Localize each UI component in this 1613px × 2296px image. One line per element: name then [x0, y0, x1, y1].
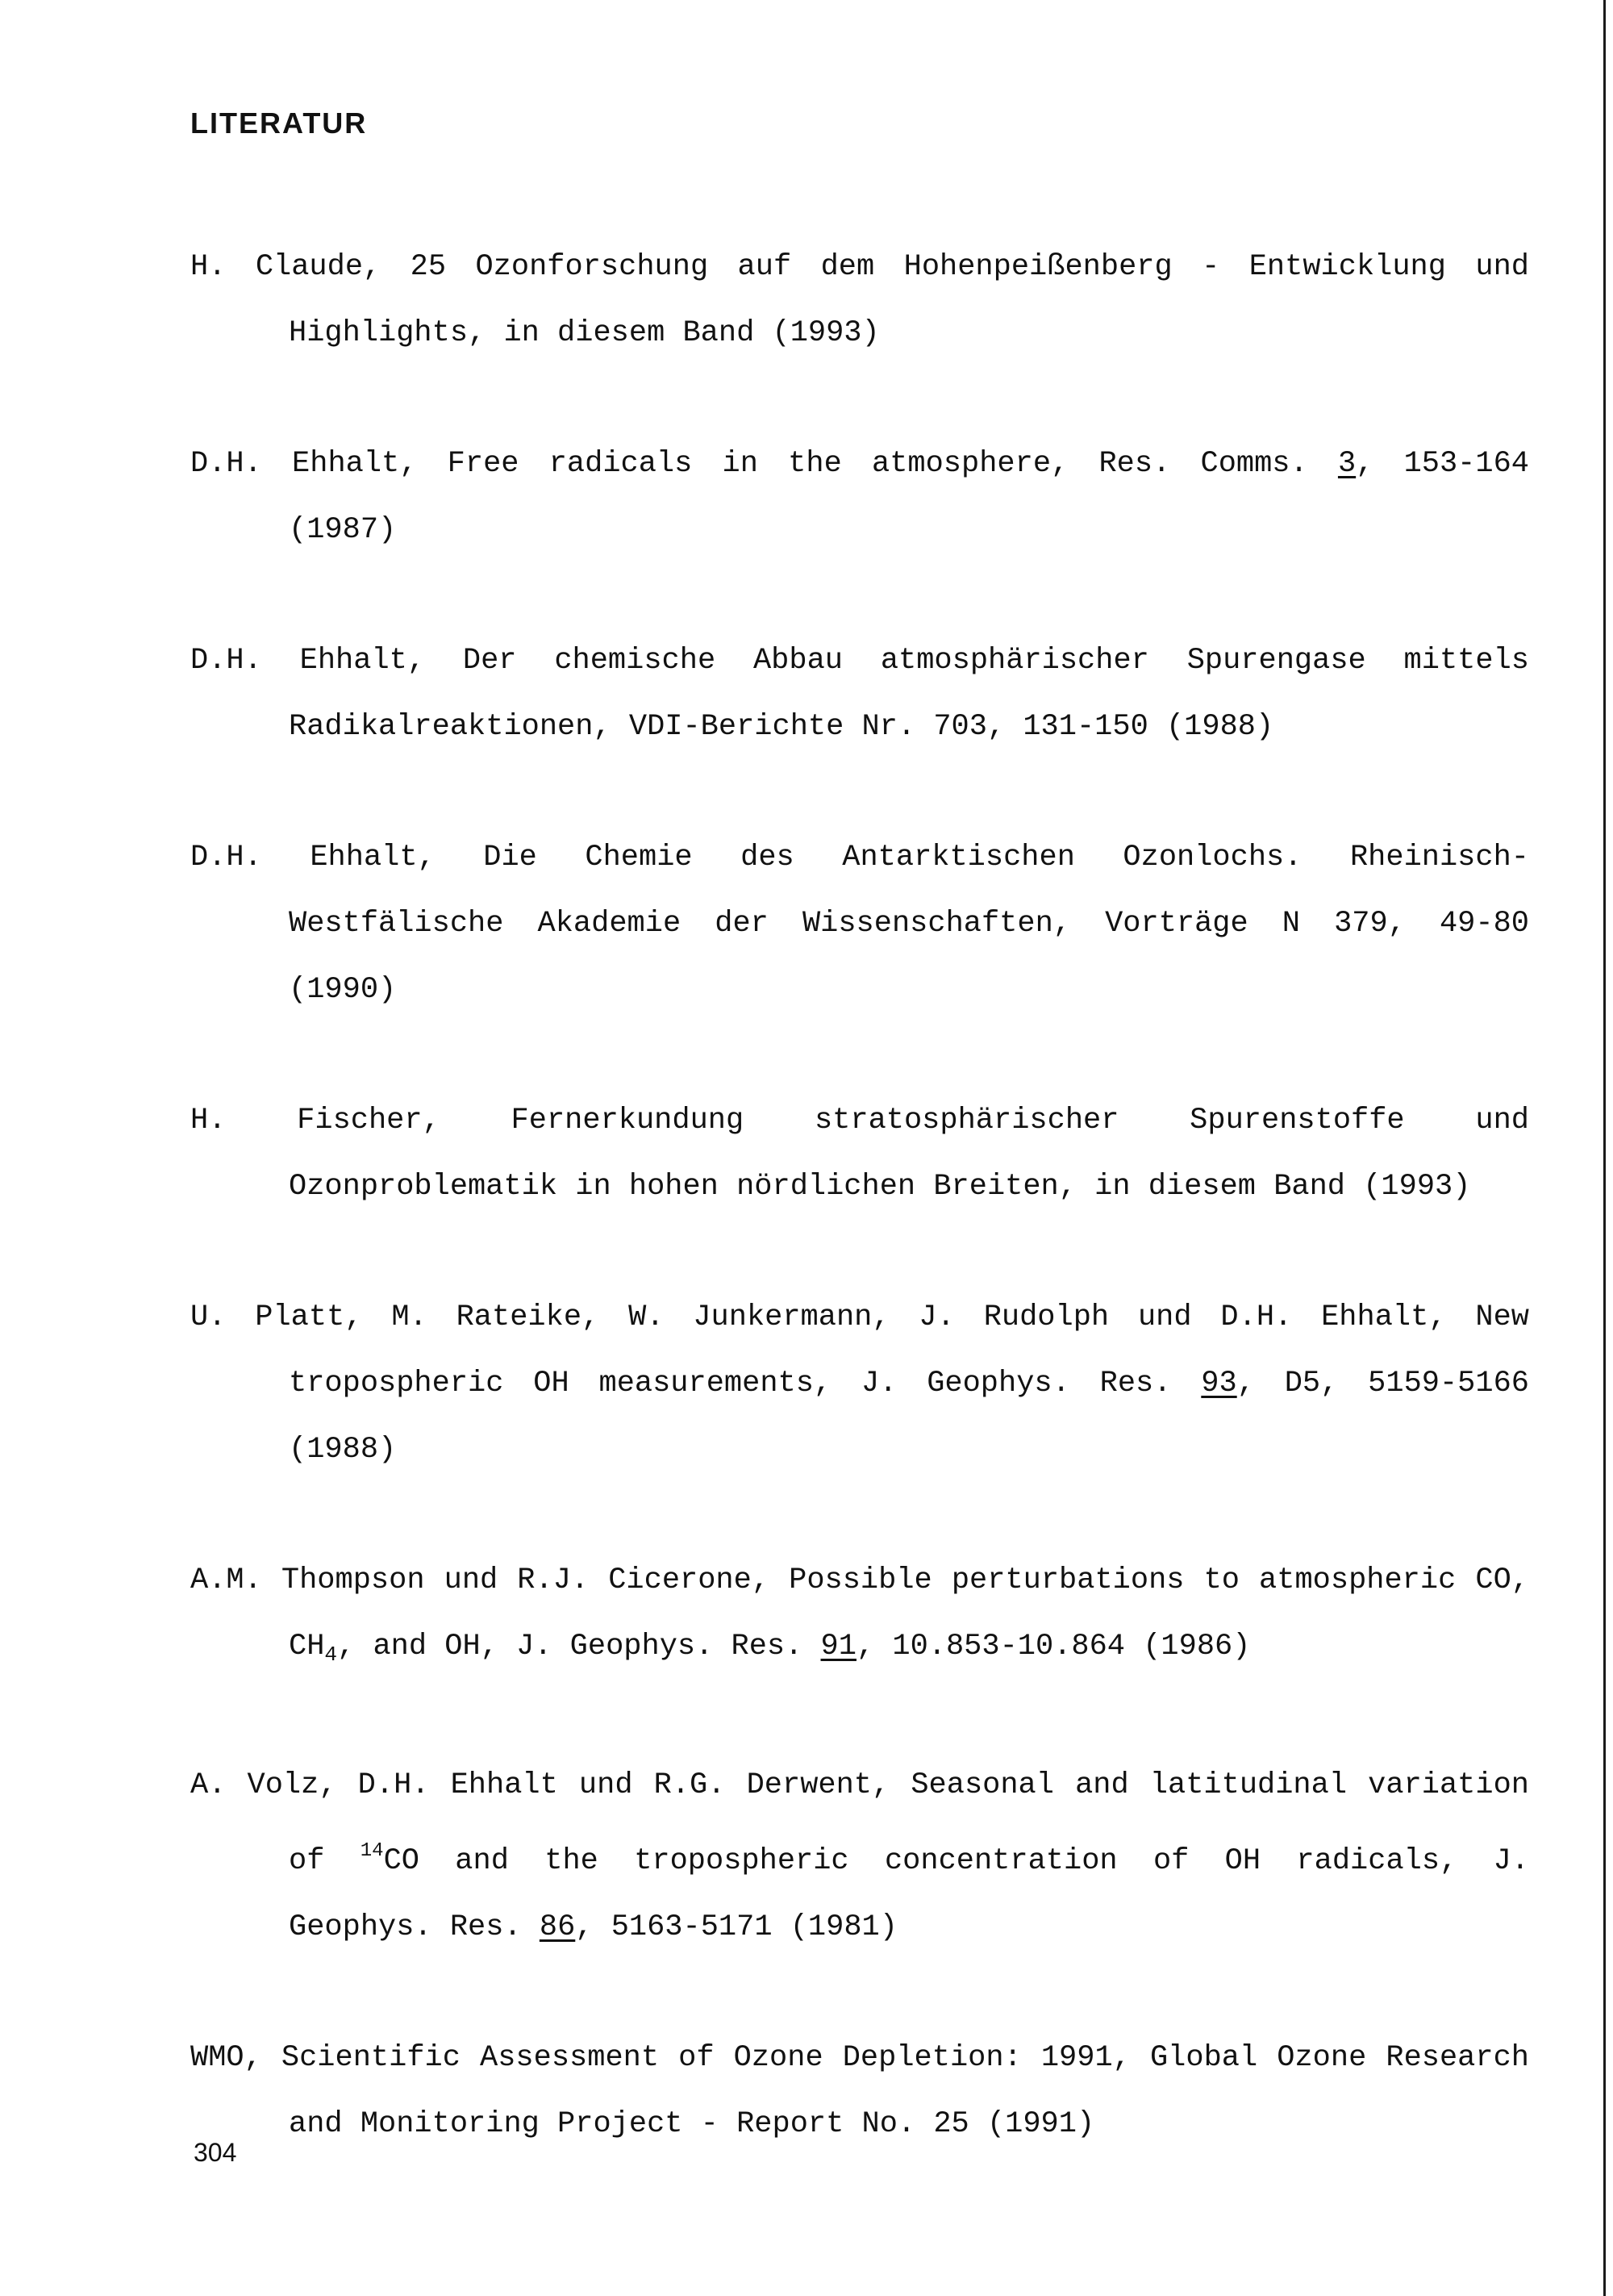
reference-entry-platt: U. Platt, M. Rateike, W. Junkermann, J. Rudolph und D.H. Ehhalt, New tropospheric OH measurements, J. Geophys. Res. 93, D5, 5159-5166 (1988): [190, 1300, 1529, 1467]
reference-entry-ehhalt-1988: D.H. Ehhalt, Der chemische Abbau atmosphärischer Spurengase mittels Radikalreaktionen, VDI-Berichte Nr. 703, 131-150 (1988): [190, 644, 1529, 744]
reference-entry-fischer: H. Fischer, Fernerkundung stratosphärischer Spurenstoffe und Ozonproblematik in hohen nördlichen Breiten, in diesem Band (1993): [190, 1104, 1529, 1204]
page-edge-rule: [1603, 0, 1606, 2296]
volume-number: 93: [1201, 1367, 1237, 1401]
reference-list: [190, 234, 1529, 2222]
page-number: 304: [194, 2138, 237, 2167]
superscript: 14: [360, 1840, 384, 1862]
reference-entry-claude: H. Claude, 25 Ozonforschung auf dem Hohenpeißenberg - Entwicklung und Highlights, in diesem Band (1993): [190, 250, 1529, 350]
volume-number: 86: [539, 1910, 576, 1944]
subscript: 4: [324, 1643, 338, 1667]
section-heading: LITERATUR: [190, 106, 368, 140]
reference-entry-volz: A. Volz, D.H. Ehhalt und R.G. Derwent, Seasonal and latitudinal variation of $^{14}$CO and the tropospheric concentration of OH radicals, J. Geophys. Res. 86, 5163-5171 (1981): [190, 1768, 1529, 1944]
volume-number: 3: [1337, 447, 1357, 481]
reference-entry-ehhalt-1987: D.H. Ehhalt, Free radicals in the atmosphere, Res. Comms. 3, 153-164 (1987): [190, 447, 1530, 547]
reference-entry-wmo: WMO, Scientific Assessment of Ozone Depletion: 1991, Global Ozone Research and Monitoring Project - Report No. 25 (1991): [190, 2041, 1529, 2141]
reference-entry-thompson: A.M. Thompson und R.J. Cicerone, Possible perturbations to atmospheric CO, $CH_4$, and OH, J. Geophys. Res. 91, 10.853-10.864 (1986): [190, 1563, 1529, 1667]
reference-entry-ehhalt-1990: D.H. Ehhalt, Die Chemie des Antarktischen Ozonlochs. Rheinisch-Westfälische Akademie der Wissenschaften, Vorträge N 379, 49-80 (1990): [190, 841, 1529, 1007]
volume-number: 91: [820, 1630, 857, 1664]
